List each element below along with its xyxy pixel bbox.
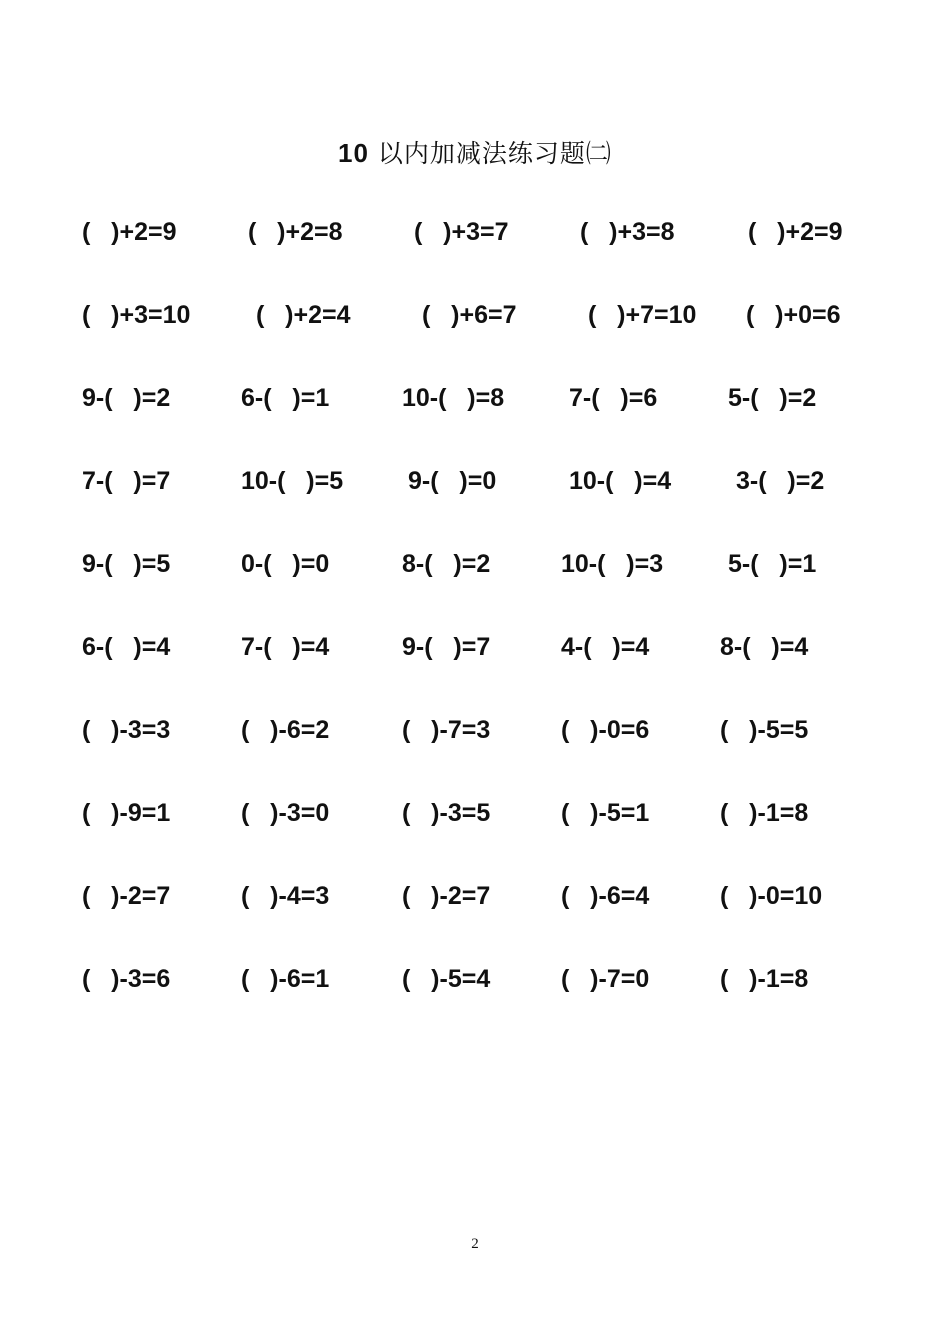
math-problem: ( )+3=10 [82,301,191,329]
math-problem: ( )-3=0 [241,799,330,827]
problem-row [0,793,950,833]
math-problem: ( )-2=7 [402,882,491,910]
problem-row [0,212,950,252]
math-problem: 10-( )=5 [241,467,344,495]
math-problem: ( )-0=6 [561,716,650,744]
math-problem: ( )-6=1 [241,965,330,993]
math-problem: ( )+2=8 [248,218,343,246]
math-problem: 9-( )=0 [408,467,497,495]
math-problem: ( )-3=5 [402,799,491,827]
page-number: 2 [471,1236,479,1252]
math-problem: ( )+3=8 [580,218,675,246]
math-problem: 3-( )=2 [736,467,825,495]
problem-row [0,461,950,501]
math-problem: ( )-3=3 [82,716,171,744]
math-problem: ( )-0=10 [720,882,823,910]
math-problem: 7-( )=7 [82,467,171,495]
math-problem: 9-( )=7 [402,633,491,661]
math-problem: ( )-2=7 [82,882,171,910]
math-problem: 8-( )=4 [720,633,809,661]
math-problem: ( )-5=5 [720,716,809,744]
problem-row [0,378,950,418]
math-problem: ( )+0=6 [746,301,841,329]
math-problem: ( )-6=2 [241,716,330,744]
problem-row [0,876,950,916]
math-problem: 9-( )=2 [82,384,171,412]
math-problem: 8-( )=2 [402,550,491,578]
math-problem: ( )-1=8 [720,799,809,827]
math-problem: ( )-7=3 [402,716,491,744]
math-problem: 7-( )=4 [241,633,330,661]
math-problem: ( )-5=4 [402,965,491,993]
math-problem: ( )+3=7 [414,218,509,246]
math-problem: 10-( )=8 [402,384,505,412]
page-title [0,134,950,170]
math-problem: ( )-6=4 [561,882,650,910]
problem-row [0,627,950,667]
math-problem: 5-( )=1 [728,550,817,578]
math-problem: 5-( )=2 [728,384,817,412]
math-problem: ( )-4=3 [241,882,330,910]
math-problem: ( )-3=6 [82,965,171,993]
problem-row [0,959,950,999]
math-problem: 6-( )=1 [241,384,330,412]
math-problem: ( )-9=1 [82,799,171,827]
math-problem: ( )-7=0 [561,965,650,993]
problem-row [0,544,950,584]
math-problem: ( )-5=1 [561,799,650,827]
math-problem: 0-( )=0 [241,550,330,578]
math-problem: ( )-1=8 [720,965,809,993]
title-text: 以内加减法练习题㈡ [377,139,612,168]
math-problem: 9-( )=5 [82,550,171,578]
math-problem: 4-( )=4 [561,633,650,661]
title-number: 10 [338,138,369,168]
problem-row [0,710,950,750]
math-problem: 6-( )=4 [82,633,171,661]
math-problem: ( )+2=9 [748,218,843,246]
math-problem: 7-( )=6 [569,384,658,412]
math-problem: ( )+2=9 [82,218,177,246]
math-problem: ( )+7=10 [588,301,697,329]
math-problem: ( )+6=7 [422,301,517,329]
math-problem: ( )+2=4 [256,301,351,329]
problem-row [0,295,950,335]
math-problem: 10-( )=4 [569,467,672,495]
math-problem: 10-( )=3 [561,550,664,578]
